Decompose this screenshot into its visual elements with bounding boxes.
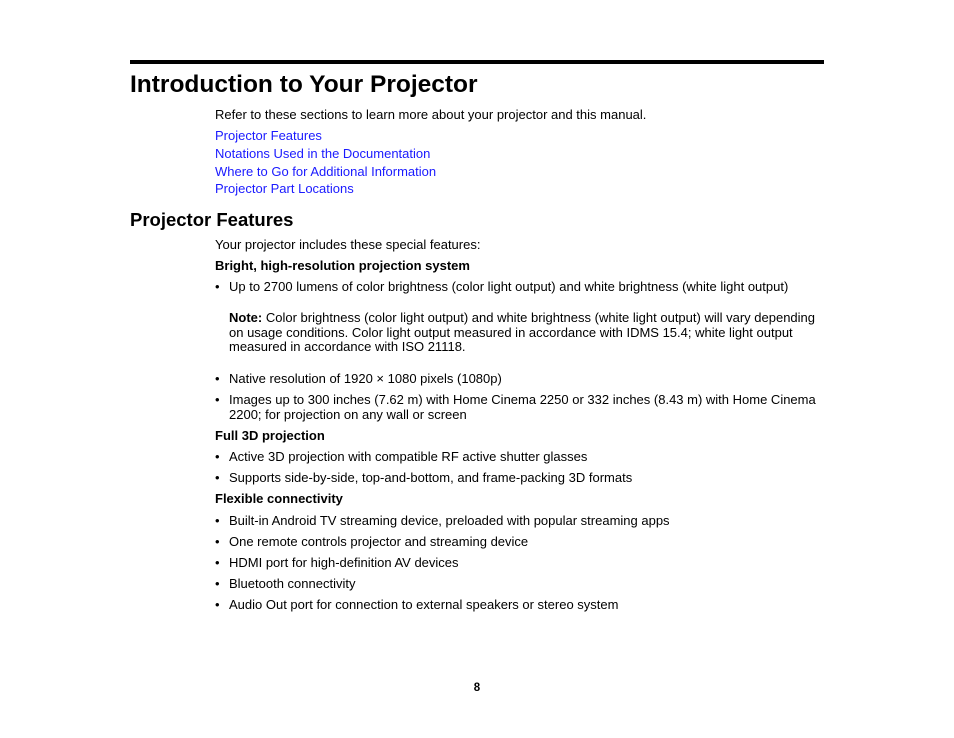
bullet-icon: • <box>215 513 220 528</box>
group-heading: Flexible connectivity <box>215 491 343 506</box>
list-item-continuation: 2200; for projection on any wall or screen <box>229 407 467 422</box>
bullet-icon: • <box>215 555 220 570</box>
bullet-icon: • <box>215 392 220 407</box>
bullet-icon: • <box>215 576 220 591</box>
intro-text: Refer to these sections to learn more about your projector and this manual. <box>215 107 647 122</box>
section-title: Projector Features <box>130 209 294 230</box>
group-heading: Full 3D projection <box>215 428 325 443</box>
list-item-text: Images up to 300 inches (7.62 m) with Home Cinema 2250 or 332 inches (8.43 m) with Home Cinema <box>229 392 816 407</box>
top-rule <box>130 60 824 64</box>
link-projector-features[interactable]: Projector Features <box>215 128 322 143</box>
note-block <box>229 311 815 355</box>
list-item-text: HDMI port for high-definition AV devices <box>229 555 459 570</box>
link-part-locations[interactable]: Projector Part Locations <box>215 181 354 196</box>
note-label: Note: <box>229 310 263 325</box>
bullet-icon: • <box>215 534 220 549</box>
note-line: measured in accordance with ISO 21118. <box>229 339 466 354</box>
note-line <box>229 311 815 326</box>
group-heading: Bright, high-resolution projection system <box>215 258 470 273</box>
link-notations[interactable]: Notations Used in the Documentation <box>215 146 431 161</box>
bullet-icon: • <box>215 597 220 612</box>
bullet-icon: • <box>215 279 220 294</box>
note-line: on usage conditions. Color light output measured in accordance with IDMS 15.4; white light output <box>229 324 793 340</box>
features-intro: Your projector includes these special features: <box>215 237 481 252</box>
list-item-text: Built-in Android TV streaming device, preloaded with popular streaming apps <box>229 513 670 528</box>
list-item-text: Active 3D projection with compatible RF active shutter glasses <box>229 449 588 464</box>
list-item-text: Up to 2700 lumens of color brightness (color light output) and white brightness (white light output) <box>229 279 789 294</box>
note-text: Color brightness (color light output) and white brightness (white light output) will vary depending <box>262 310 816 325</box>
bullet-icon: • <box>215 449 220 464</box>
list-item-text: Native resolution of 1920 × 1080 pixels (1080p) <box>229 371 502 386</box>
list-item-text: Audio Out port for connection to external speakers or stereo system <box>229 597 619 612</box>
bullet-icon: • <box>215 371 220 386</box>
list-item-text: One remote controls projector and streaming device <box>229 534 529 549</box>
bullet-icon: • <box>215 470 220 485</box>
page-number: 8 <box>473 682 481 694</box>
list-item-text: Supports side-by-side, top-and-bottom, and frame-packing 3D formats <box>229 470 633 485</box>
list-item-text: Bluetooth connectivity <box>229 576 356 591</box>
page-title: Introduction to Your Projector <box>130 71 478 98</box>
link-additional-information[interactable]: Where to Go for Additional Information <box>215 164 437 179</box>
